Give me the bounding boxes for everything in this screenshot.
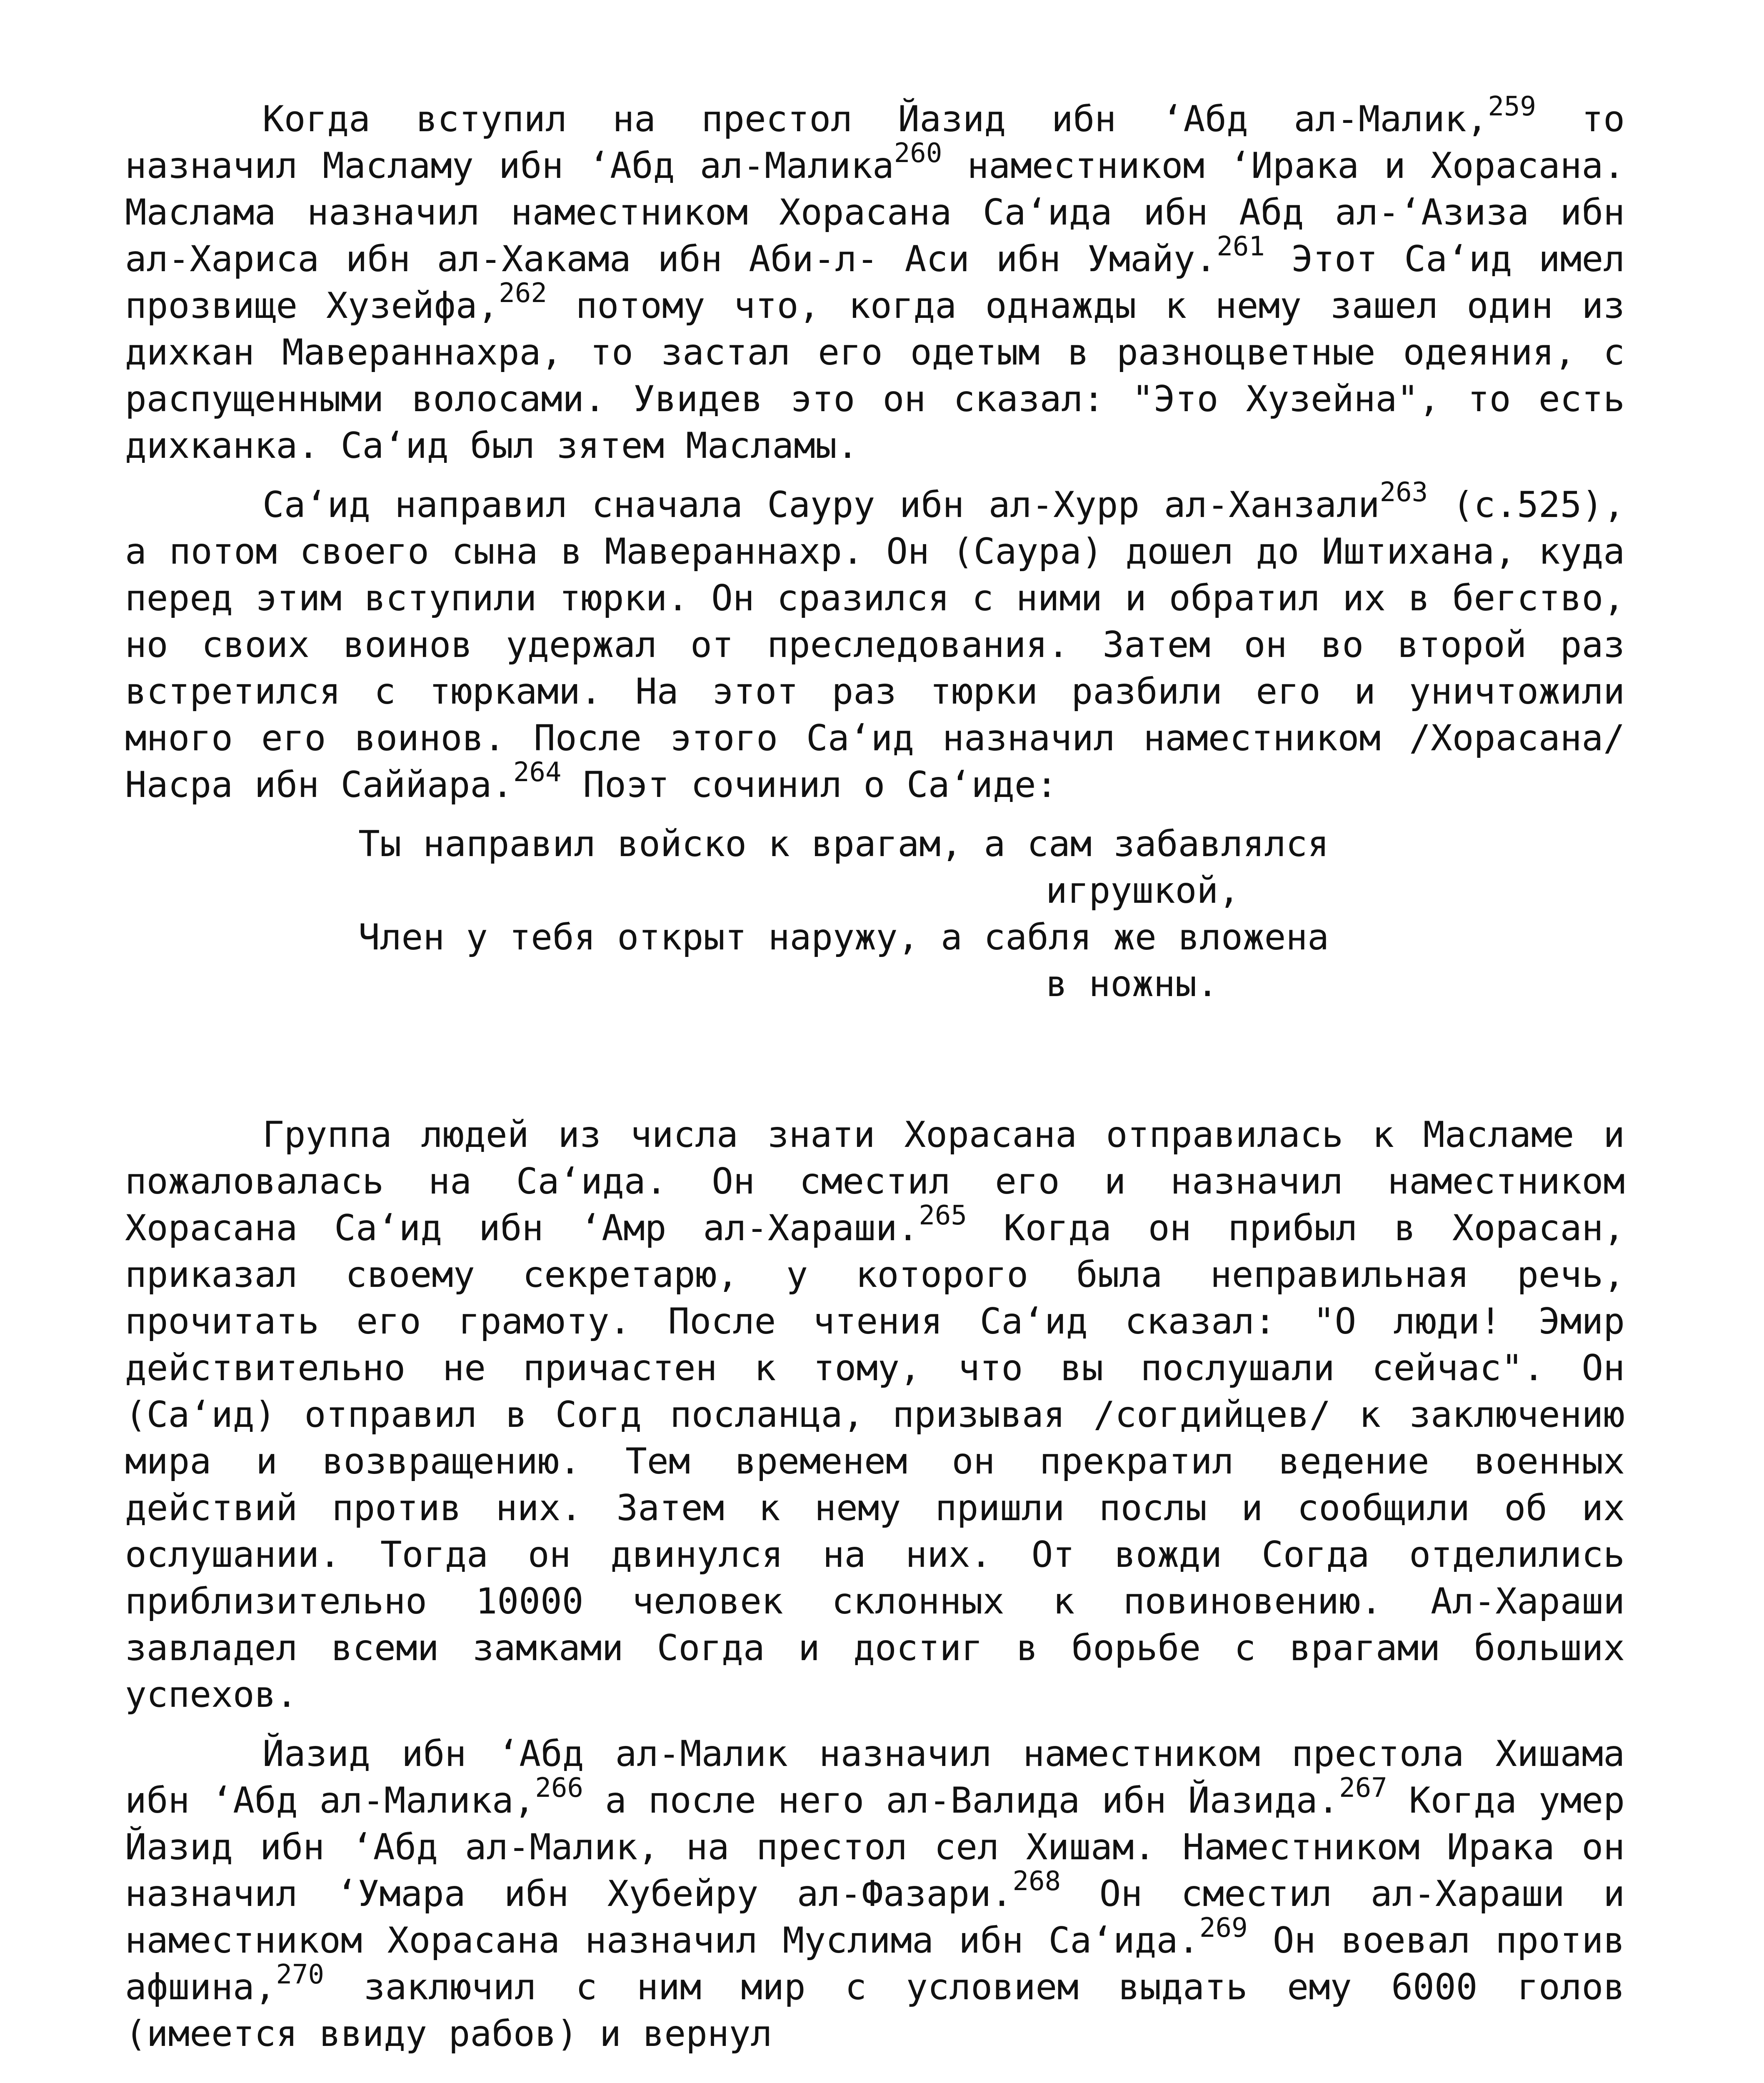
footnote-ref: 261 — [1217, 231, 1265, 262]
paragraph-p1 — [125, 91, 1625, 469]
text-run: а после него ал-Валида ибн Йазида. — [583, 1780, 1339, 1821]
text-run: Йазид ибн ʻАбд ал-Малик назначил наместником престола Хишама ибн ʻАбд ал-Малика, — [125, 1733, 1625, 1821]
footnote-ref: 270 — [276, 1959, 325, 1990]
footnote-ref: 263 — [1379, 477, 1428, 508]
footnote-ref: 266 — [535, 1773, 584, 1803]
paragraph-p3 — [125, 1111, 1625, 1718]
poem-line-2-continuation: в ножны. — [1046, 963, 1219, 1005]
footnote-ref: 260 — [894, 138, 942, 169]
footnote-ref: 264 — [513, 757, 562, 788]
footnote-ref: 267 — [1339, 1773, 1387, 1803]
text-run: потому что, когда однажды к нему зашел один из дихкан Мавераннахра, то застал его одетым в разноцветные одеяния, с распущенными волосами. Увидев это он сказал: "Это Хузейна", то есть дихканка. Саʻид был зятем Масламы. — [125, 285, 1625, 467]
footnote-ref: 259 — [1488, 91, 1536, 122]
footnote-ref: 265 — [919, 1200, 967, 1231]
text-run: Он сместил ал-Хараши и наместником Хорасана назначил Муслима ибн Саʻида. — [125, 1873, 1625, 1961]
text-run: Когда умер Йазид ибн ʻАбд ал-Малик, на престол сел Хишам. Наместником Ирака он назначил ʻУмара ибн Хубейру ал-Фазари. — [125, 1780, 1625, 1915]
text-run: Саʻид направил сначала Сауру ибн ал-Хурр ал-Ханзали — [262, 484, 1380, 526]
text-run: наместником ʻИрака и Хорасана. Маслама назначил наместником Хорасана Саʻида ибн Абд ал-ʻАзиза ибн ал-Хариса ибн ал-Хакама ибн Аби-л- Аси ибн Умайу. — [125, 145, 1625, 280]
paragraph-p4 — [125, 1731, 1625, 2057]
text-run: Он воевал против афшина, — [125, 1920, 1625, 2008]
footnote-ref: 268 — [1012, 1866, 1061, 1897]
text-block-top — [125, 91, 1625, 808]
text-run: то назначил Масламу ибн ʻАбд ал-Малика — [125, 98, 1625, 187]
text-run: Группа людей из числа знати Хорасана отправилась к Масламе и пожаловалась на Саʻида. Он сместил его и назначил наместником Хорасана Саʻид ибн ʻАмр ал-Хараши. — [125, 1114, 1625, 1249]
paragraph-p2 — [125, 477, 1625, 808]
text-run: Когда он прибыл в Хорасан, приказал своему секретарю, у которого была неправильная речь, прочитать его грамоту. После чтения Саʻид сказал: "О люди! Эмир действительно не причастен к тому, что вы послушали сейчас". Он (Саʻид) отправил в Согд посланца, призывая /согдийцев/ к заключению мира и возвращению. Тем временем он прекратил ведение военных действий против них. Затем к нему пришли послы и сообщили об их ослушании. Тогда он двинулся на них. От вожди Согда отделились приблизительно 10000 человек склонных к повиновению. Ал-Хараши завладел всеми замками Согда и достиг в борьбе с врагами больших успехов. — [125, 1207, 1625, 1716]
text-run: Поэт сочинил о Саʻиде: — [561, 764, 1058, 806]
document-page — [125, 91, 1625, 2057]
text-run: (с.525), а потом своего сына в Мавераннахр. Он (Саура) дошел до Иштихана, куда перед этим вступили тюрки. Он сразился с ними и обратил их в бегство, но своих воинов удержал от преследования. Затем он во второй раз встретился с тюрками. На этот раз тюрки разбили его и уничтожили много его воинов. После этого Саʻид назначил наместником /Хорасана/ Насра ибн Саййара. — [125, 484, 1625, 806]
text-run: Когда вступил на престол Йазид ибн ʻАбд ал-Малик, — [262, 98, 1488, 140]
poem-line-2: Член у тебя открыт наружу, а сабля же вложена — [358, 917, 1329, 958]
footnote-ref: 262 — [499, 278, 547, 309]
footnote-ref: 269 — [1199, 1913, 1248, 1943]
text-run: Этот Саʻид имел прозвище Хузейфа, — [125, 238, 1625, 327]
text-block-bottom — [125, 1111, 1625, 2057]
poem-line-1-continuation: игрушкой, — [1046, 870, 1240, 912]
poem-block — [358, 821, 1625, 1007]
poem-line-1: Ты направил войско к врагам, а сам забавлялся — [358, 823, 1329, 865]
text-run: заключил с ним мир с условием выдать ему 6000 голов (имеется ввиду рабов) и вернул — [125, 1966, 1625, 2055]
